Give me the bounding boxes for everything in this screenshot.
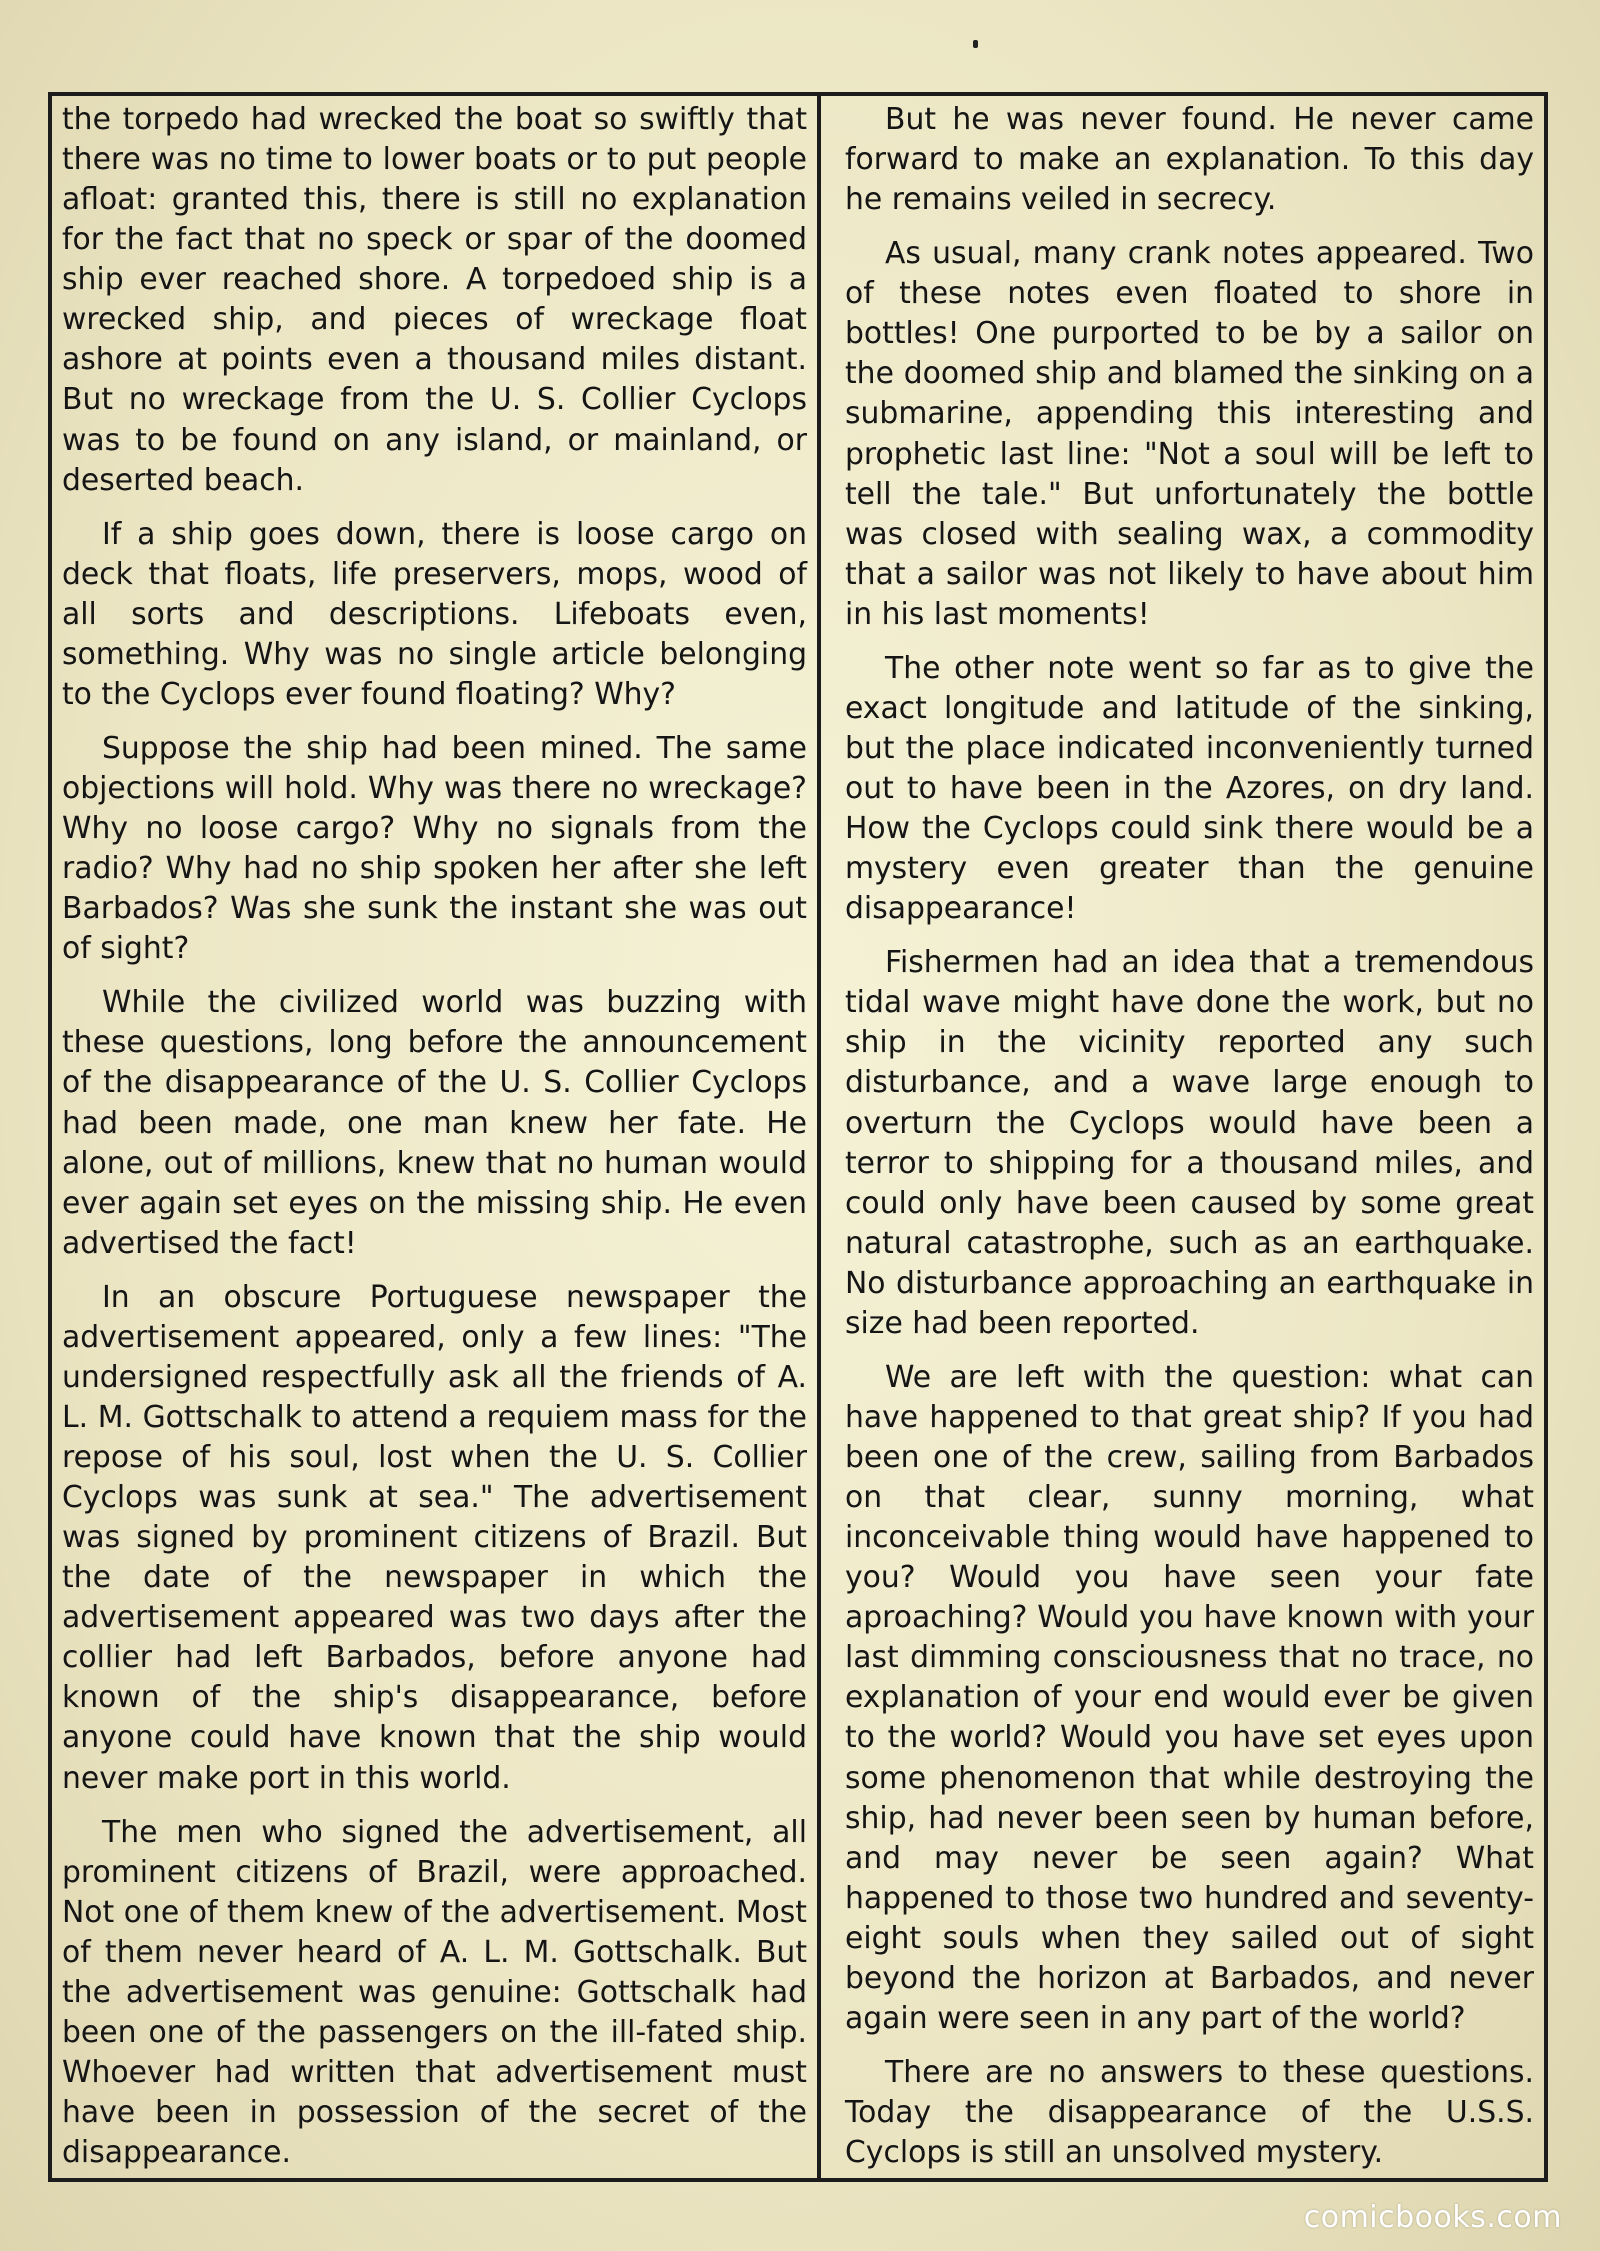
article-frame <box>48 92 1548 2182</box>
paragraph: Fishermen had an idea that a tremendous tidal wave might have done the work, but no ship in the vicinity reported any such disturbance, and a wave large enough to overturn the Cyclops would have been a terror to shipping for a thousand miles, and could only have been caused by some great natural catastrophe, such as an earthquake. No disturbance approaching an earthquake in size had been reported. <box>845 945 1534 1341</box>
paragraph: We are left with the question: what can have happened to that great ship? If you had been one of the crew, sailing from Barbados on that clear, sunny morning, what inconceivable thing would have happened to you? Would you have seen your fate aproaching? Would you have known with your last dimming consciousness that no trace, no explanation of your end would ever be given to the world? Would you have set eyes upon some phenomenon that while destroying the ship, had never been seen by human before, and may never be seen again? What happened to those two hundred and seventy-eight souls when they sailed out of sight beyond the horizon at Barbados, and never again were seen in any part of the world? <box>845 1359 1534 2036</box>
paragraph: There are no answers to these questions. Today the disappearance of the U.S.S. Cyclops is still an unsolved mystery. <box>845 2054 1534 2171</box>
paragraph: Suppose the ship had been mined. The same objections will hold. Why was there no wreckage? Why no loose cargo? Why no signals from the radio? Why had no ship spoken her after she left Barbados? Was she sunk the instant she was out of sight? <box>62 730 807 967</box>
paragraph: While the civilized world was buzzing with these questions, long before the announcement of the disappearance of the U. S. Collier Cyclops had been made, one man knew her fate. He alone, out of millions, knew that no human would ever again set eyes on the missing ship. He even advertised the fact! <box>62 985 807 1261</box>
left-column <box>52 96 821 2178</box>
paragraph: In an obscure Portuguese newspaper the advertisement appeared, only a few lines: "The undersigned respectfully ask all the friends of A. L. M. Gottschalk to attend a requiem mass for the repose of his soul, lost when the U. S. Collier Cyclops was sunk at sea." The advertisement was signed by prominent citizens of Brazil. But the date of the newspaper in which the advertisement appeared was two days after the collier had left Barbados, before anyone had known of the ship's disappearance, before anyone could have known that the ship would never make port in this world. <box>62 1279 807 1796</box>
paragraph: As usual, many crank notes appeared. Two of these notes even floated to shore in bottles! One purported to be by a sailor on the doomed ship and blamed the sinking on a submarine, appending this interesting and prophetic last line: "Not a soul will be left to tell the tale." But unfortunately the bottle was closed with sealing wax, a commodity that a sailor was not likely to have about him in his last moments! <box>845 236 1534 632</box>
right-column <box>821 96 1544 2178</box>
paragraph: the torpedo had wrecked the boat so swiftly that there was no time to lower boats or to put people afloat: granted this, there is still no explanation for the fact that no speck or spar of the doomed ship ever reached shore. A torpedoed ship is a wrecked ship, and pieces of wreckage float ashore at points even a thousand miles distant. But no wreckage from the U. S. Collier Cyclops was to be found on any island, or mainland, or deserted beach. <box>62 102 807 498</box>
page-speck <box>973 40 978 48</box>
paragraph: The other note went so far as to give the exact longitude and latitude of the sinking, but the place indicated inconveniently turned out to have been in the Azores, on dry land. How the Cyclops could sink there would be a mystery even greater than the genuine disappearance! <box>845 650 1534 927</box>
paragraph: The men who signed the advertisement, all prominent citizens of Brazil, were approached. Not one of them knew of the advertisement. Most of them never heard of A. L. M. Gottschalk. But the advertisement was genuine: Gottschalk had been one of the passengers on the ill-fated ship. Whoever had written that advertisement must have been in possession of the secret of the disappearance. <box>62 1814 807 2171</box>
paragraph: But he was never found. He never came forward to make an explanation. To this day he remains veiled in secrecy. <box>845 102 1534 218</box>
watermark: comicbooks.com <box>1303 2200 1562 2235</box>
paragraph: If a ship goes down, there is loose cargo on deck that floats, life preservers, mops, wood of all sorts and descriptions. Lifeboats even, something. Why was no single article belonging to the Cyclops ever found floating? Why? <box>62 516 807 712</box>
